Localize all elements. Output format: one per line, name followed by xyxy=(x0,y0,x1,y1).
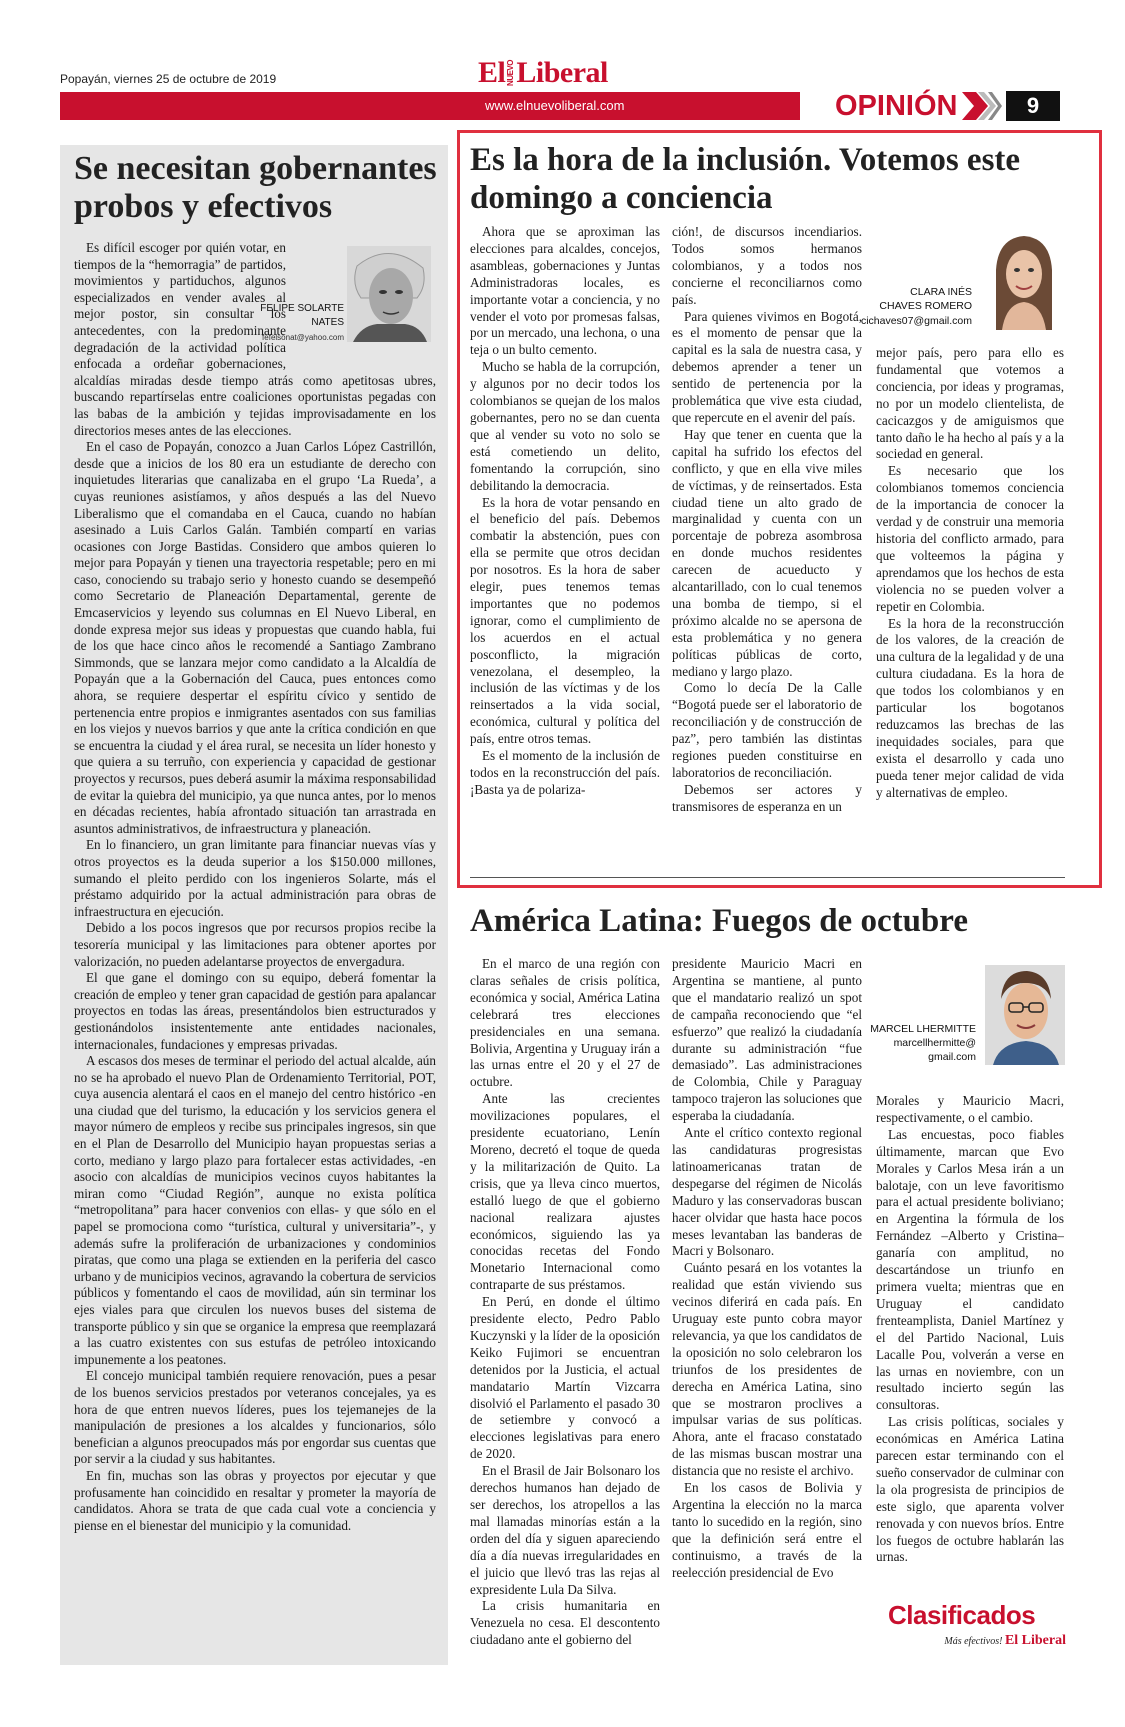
featured-column-3 xyxy=(876,345,1064,855)
paragraph: Es el momento de la inclusión de todos en la reconstrucción del país. ¡Basta ya de polariza- xyxy=(470,748,660,797)
divider xyxy=(470,877,1065,878)
paragraph: En el caso de Popayán, conozco a Juan Carlos López Castrillón, desde que a inicios de los 80 era un estudiante de derecho con inquietudes literarias que canalizaba en el grupo ‘La Rueda’, a cuyas reuniones asistíamos, y años después a las del Nuevo Liberalismo que el comandaba en el Cauca, cuando no habían asesinado a Luis Carlos Galán. También compartí en varias ocasiones con Jorge Bastidas. Considero que ambos quieren lo mejor para Popayán y tienen una trayectoria respetable; pero en mi caso, conociendo su trabajo serio y honesto cuando se desempeñó como Secretario de Planeación Departamental, gerente de Emcaservicios y leyendo sus columnas en El Nuevo Liberal, en donde expresa mejor sus ideas y propuestas que cuando habla, fui de los que hace cinco años le recomendé a Santiago Zambrano Simmonds, que se lanzara mejor como candidato a la Alcaldía de Popayán que a la Gobernación del Cauca, pues entonces como ahora, se requiere despertar el espíritu cívico y sentido de pertenencia entre propios e inmigrantes asentados con sus familias en los viejos y nuevos barrios y que ante la crítica condición en que se encuentra la ciudad y el área rural, se necesita un líder honesto y que quiera a su terruño, con experiencia y capacidad de gestionar proyectos y recursos, pues deberá asumir la máxima responsabilidad de evitar la quiebra del municipio, ya que nunca antes, por lo menos en décadas recientes, había afrontado situación tan arrastrada en asuntos administrativos, de infraestructura y planeación. xyxy=(74,439,436,836)
section-title: OPINIÓN xyxy=(835,90,958,122)
classifieds-ad[interactable] xyxy=(888,1600,1066,1658)
classifieds-title: Clasificados xyxy=(888,1600,1036,1630)
page-number: 9 xyxy=(1006,91,1060,121)
author-email[interactable]: fefelsonat@yahoo.com xyxy=(262,333,344,342)
author-email[interactable]: cichaves07@gmail.com xyxy=(860,315,972,327)
paragraph: En fin, muchas son las obras y proyectos por ejecutar y que profusamente han coincidido en resaltar y prometer la mayoría de candidatos. Ahora se trata de que cada cual vote a conciencia y piense en el bienestar del municipio y la comunidad. xyxy=(74,1467,436,1533)
paragraph: Mucho se habla de la corrupción, y algunos por no decir todos los colombianos se quejan de los malos gobernantes, pero no se dan cuenta que al vender su voto no solo se está cometiendo un delito, fomentando la corrupción, sino debilitando la democracia. xyxy=(470,359,660,493)
bottom-column-3 xyxy=(876,1093,1064,1571)
edition-date: Popayán, viernes 25 de octubre de 2019 xyxy=(60,72,277,86)
paragraph: Cuánto pesará en los votantes la realidad que están viviendo sus vecinos diferirá en cada país. En Uruguay este punto cobra mayor relevancia, ya que los candidatos de la oposición no solo celebraron los triunfos de los presidentes de derecha en América Latina, sino que se mostraron proclives a impulsar varias de sus políticas. Ahora, ante el fracaso constatado de las mismas buscan mostrar una distancia que no resiste el archivo. xyxy=(672,1260,862,1479)
paragraph: Morales y Mauricio Macri, respectivamente, o el cambio. xyxy=(876,1093,1064,1125)
author-name: MARCEL LHERMITTE xyxy=(870,1023,976,1035)
paragraph: mejor país, pero para ello es fundamental que votemos a conciencia, por ideas y programas, no por un modelo clientelista, de cacicazgos y de amiguismos que tanto daño le ha hecho al país y a la sociedad en general. xyxy=(876,345,1064,462)
paragraph: Debemos ser actores y transmisores de esperanza en un xyxy=(672,781,862,814)
section-chevron-icon xyxy=(962,92,1002,120)
header-red-bar xyxy=(60,92,800,120)
paragraph: Las encuestas, poco fiables últimamente, marcan que Evo Morales y Carlos Mesa irán a un balotaje, con un leve favoritismo para el actual presidente boliviano; en Argentina la fórmula de los Fernández –Alberto y Cristina– ganaría con amplitud, no descartándose un triunfo en primera vuelta; mientras que en Uruguay el candidato frenteamplista, Daniel Martínez y el del Partido Nacional, Luis Lacalle Pou, volverán a verse en las urnas en noviembre, con un resultado incierto según las consultoras. xyxy=(876,1126,1064,1413)
bottom-column-1 xyxy=(470,956,660,1666)
paragraph: Es necesario que los colombianos tomemos conciencia de la importancia de conocer la verdad y de construir una memoria historia del conflicto armado, para que volteemos la página y aprendamos que los hechos de esta violencia no se pueden volver a repetir en Colombia. xyxy=(876,463,1064,614)
author-photo xyxy=(984,230,1064,330)
paragraph: Es difícil escoger por quién votar, en tiempos de la “hemorragia” de partidos, movimientos y partiduchos, algunos especializados en vender avales al mejor postor, sin consultar los antecedentes, con la predominante degradación de la actividad política enfocada a ordeñar gobernaciones, alcaldías miradas desde tiempo atrás como apetitosas ubres, buscando repartírselas entre coaliciones oportunistas pegadas con las babas de la ambición y tejidas improvisadamente en los directorios meses antes de las elecciones. xyxy=(74,240,436,438)
paragraph: A escasos dos meses de terminar el periodo del actual alcalde, aún no se ha aprobado el nuevo Plan de Ordenamiento Territorial, POT, cuya ausencia alentará el caos en el manejo del centro histórico -en una ciudad que del turismo, la educación y los servicios genera el mayor número de empleos y recibe sus principales ingresos, sin que en el Plan de Desarrollo del Municipio hayan propuestas serias a corto, mediano y largo plazo para fortalecer estas actividades, -en asocio con alcaldías de municipios vecinos cuyos habitantes la miran como “Ciudad Región”, aunque no exista política “metropolitana” para hacer convenios con ellas- y que sólo en el papel se promociona como “turística, cultural y universitaria”-, y además sufre la proliferación de urbanizaciones y condominios piratas, que como una plaga se extienden en la periferia del casco urbano y de municipios vecinos, agravando la cobertura de servicios públicos y fomentando el caos de movilidad, aún sin terminar los ejes viales para que circulen los nuevos buses del sistema de transporte público y sin que se organice la empresa que reemplazará a las cuatro existentes con sus estufas de petróleo intoxicando impunemente a los peatones. xyxy=(74,1053,436,1367)
paragraph: El que gane el domingo con su equipo, deberá fomentar la creación de empleo y tener gran capacidad de gestión para apalancar proyectos en todas las áreas, presentándolos bien estructurados y gestionándolos insistentemente ante entidades nacionales, internacionales, fundaciones y empresas privadas. xyxy=(74,970,436,1052)
author-photo xyxy=(347,246,431,342)
left-article-body xyxy=(74,240,436,1648)
author-name: CLARA INÉS CHAVES ROMERO xyxy=(879,286,972,312)
author-photo xyxy=(985,965,1065,1065)
paragraph: En el Brasil de Jair Bolsonaro los derechos humanos han dejado de ser derechos, los atropellos a las mal llamadas minorías están a la orden del día y siguen apareciendo día a día nuevas irregularidades en el juicio que llevó tras las rejas al expresidente Lula Da Silva. xyxy=(470,1463,660,1597)
bottom-column-2 xyxy=(672,956,862,1666)
author-email[interactable]: marcellhermitte@ gmail.com xyxy=(893,1037,976,1063)
paragraph: presidente Mauricio Macri en Argentina se mantiene, al punto que el mandatario realizó un spot de campaña reconociendo que “el esfuerzo” que realizó la ciudadanía durante su administración “fue demasiado”. Las administraciones de Colombia, Chile y Paraguay tampoco trajeron las soluciones que esperaba la ciudadanía. xyxy=(672,956,862,1124)
paragraph: Para quienes vivimos en Bogotá, es el momento de pensar que la capital es la sala de nuestra casa, y debemos aprender a tener un sentido de pertenencia por la problemática que vive esta ciudad, que repercute en el avenir del país. xyxy=(672,308,862,425)
paragraph: Como lo decía De la Calle “Bogotá puede ser el laboratorio de reconciliación y de construcción de paz”, pero también las distintas regiones pueden constituirse en laboratorios de reconciliación. xyxy=(672,680,862,780)
paragraph: Ahora que se aproximan las elecciones para alcaldes, concejos, asambleas, gobernaciones y Juntas Administradoras locales, es importante votar a conciencia, y no vender el voto por promesas falsas, por un mercado, una lechona, o una teja o un bulto cemento. xyxy=(470,224,660,358)
paragraph: En los casos de Bolivia y Argentina la elección no la marca tanto lo sucedido en la región, sino que la definición será entre el continuismo, a través de la reelección presidencial de Evo xyxy=(672,1480,862,1580)
paragraph: Las crisis políticas, sociales y económicas en América Latina parecen estar terminando con el sueño conservador de culminar con la ola progresista de principios de este siglo, que aparenta volver renovada y con nuevos bríos. Entre los fuegos de octubre hablarán las urnas. xyxy=(876,1414,1064,1565)
bottom-article-title: América Latina: Fuegos de octubre xyxy=(470,903,968,939)
website-url[interactable]: www.elnuevoliberal.com xyxy=(485,98,625,113)
paragraph: ción!, de discursos incendiarios. Todos somos hermanos colombianos, y a todos nos concierne el reconciliarnos como país. xyxy=(672,224,862,307)
classifieds-tagline: Más efectivos! El Liberal xyxy=(944,1633,1066,1648)
left-article-title: Se necesitan gobernantes probos y efectivos xyxy=(74,150,437,225)
author-name: FELIPE SOLARTE NATES xyxy=(260,303,344,328)
paragraph: Ante el crítico contexto regional las candidaturas progresistas latinoamericanas tratan de despegarse del régimen de Nicolás Maduro y las conservadoras buscan hacer olvidar que hasta hace pocos meses levantaban las banderas de Macri y Bolsonaro. xyxy=(672,1125,862,1259)
featured-column-2 xyxy=(672,224,862,854)
paragraph: El concejo municipal también requiere renovación, pues a pesar de los buenos servicios prestados por veteranos concejales, ya es hora de que entren nuevos líderes, pues los tejemanejes de la manipulación de presiones a los alcaldes y funcionarios, sólo benefician a algunos preocupados más por engordar sus cuentas que por servir a la ciudad y sus habitantes. xyxy=(74,1368,436,1467)
paragraph: En el marco de una región con claras señales de crisis política, económica y social, América Latina celebrará tres elecciones presidenciales en una semana. Bolivia, Argentina y Uruguay irán a las urnas entre el 20 y el 27 de octubre. xyxy=(470,956,660,1090)
paragraph: En lo financiero, un gran limitante para financiar nuevas vías y otros proyectos es la deuda superior a los $150.000 millones, sumando el pleito perdido con los ingenieros Solarte, más el préstamo adquirido por la actual administración para obras de infraestructura en ejecución. xyxy=(74,837,436,919)
paragraph: Es la hora de la reconstrucción de los valores, de la creación de una cultura de la legalidad y de una cultura ciudadana. Es la hora de que todos los colombianos y en particular los bogotanos reduzcamos las brechas de las inequidades sociales, para que exista el desarrollo y cada uno pueda tener mejor calidad de vida y alternativas de empleo. xyxy=(876,615,1064,800)
featured-column-1 xyxy=(470,224,660,854)
paragraph: Es la hora de votar pensando en el beneficio del país. Debemos combatir la abstención, pues con ella se permite que otros decidan por nosotros. Es la hora de saber elegir, pues tenemos temas importantes que no podemos ignorar, como el cumplimiento de los acuerdos en el actual posconflicto, la migración venezolana, el desempleo, la inclusión de las víctimas y de los reinsertados a la vida social, económica, cultural y política del país, entre otros temas. xyxy=(470,494,660,747)
paragraph: En Perú, en donde el último presidente electo, Pedro Pablo Kuczynski y la líder de la oposición Keiko Fujimori se encuentran detenidos por la Justicia, el actual mandatario Martín Vizcarra disolvió el Parlamento el pasado 30 de setiembre y convocó a elecciones legislativas para enero de 2020. xyxy=(470,1294,660,1462)
featured-article-title: Es la hora de la inclusión. Votemos este domingo a conciencia xyxy=(470,142,1021,216)
newspaper-logo: ElNUEVOLiberal xyxy=(478,56,608,89)
paragraph: Hay que tener en cuenta que la capital ha sufrido los efectos del conflicto, y que en ella vive miles de víctimas, y de reinsertados. Esta ciudad tiene un alto grado de marginalidad y cuenta con un porcentaje de pobreza asombrosa en donde muchos residentes carecen de acueducto y alcantarillado, con lo cual tenemos una bomba de tiempo, si el próximo alcalde no se apersona de esta problemática y no genera políticas públicas de corto, mediano y largo plazo. xyxy=(672,426,862,679)
paragraph: La crisis humanitaria en Venezuela no cesa. El descontento ciudadano ante el gobierno del xyxy=(470,1598,660,1648)
paragraph: Debido a los pocos ingresos que por recursos propios recibe la tesorería municipal y las limitaciones para obtener aportes por valorización, no pueden adelantarse proyectos de envergadura. xyxy=(74,920,436,969)
paragraph: Ante las crecientes movilizaciones populares, el presidente ecuatoriano, Lenín Moreno, decretó el toque de queda y la militarización de Quito. La crisis, que ya lleva cinco muertos, estalló luego de que el gobierno nacional realizara ajustes económicos, siguiendo las ya conocidas recetas del Fondo Monetario Internacional como contraparte de sus préstamos. xyxy=(470,1091,660,1293)
